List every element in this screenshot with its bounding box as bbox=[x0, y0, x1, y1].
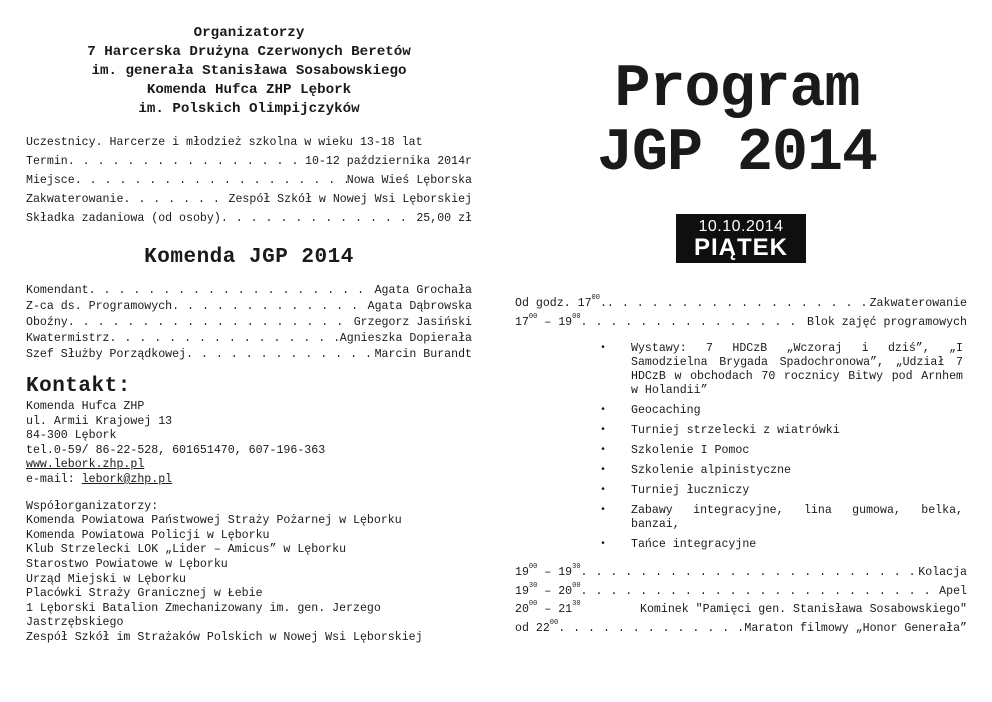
date-text: 10.10.2014 bbox=[698, 218, 784, 235]
email-link[interactable]: lebork@zhp.pl bbox=[81, 472, 173, 486]
schedule-bottom bbox=[515, 564, 967, 638]
schedule-event: Maraton filmowy „Honor Generała” bbox=[744, 621, 967, 635]
contact-line: ul. Armii Krajowej 13 bbox=[26, 414, 173, 428]
staff-row: Oboźny . . . Grzegorz Jasiński bbox=[26, 315, 472, 331]
coorganizers-title: Współorganizatorzy: bbox=[26, 499, 159, 513]
list-item: • Wystawy: 7 HDCzB „Wczoraj i dziś”, „I Samodzielna Brygada Spadochronowa”, „Udział 7 HDCzB w obchodach 70 rocznicy Bitwy pod Arnhem w Holandii” bbox=[600, 342, 963, 397]
organizer-line: im. generała Stanisława Sosabowskiego bbox=[91, 63, 407, 79]
info-row: Zakwaterowanie . . . Zespół Szkół w Nowej Wsi Lęborskiej bbox=[26, 190, 472, 209]
coorganizer-item: 1 Lęborski Batalion Zmechanizowany im. gen. Jerzego Jastrzębskiego bbox=[26, 601, 381, 630]
list-item: • Zabawy integracyjne, lina gumowa, belka, banzai, bbox=[600, 504, 963, 531]
contact-line: Komenda Hufca ZHP bbox=[26, 400, 145, 413]
bullet-icon: • bbox=[600, 405, 607, 416]
program-title-line2: JGP 2014 bbox=[596, 120, 878, 188]
list-item: • Szkolenie I Pomoc bbox=[600, 444, 750, 457]
staff-row: Szef Służby Porządkowej . . . Marcin Burandt bbox=[26, 347, 472, 363]
bullet-icon: • bbox=[600, 425, 607, 436]
activities-list bbox=[515, 342, 967, 552]
staff-title: Komenda JGP 2014 bbox=[144, 246, 354, 269]
schedule-event: Zakwaterowanie bbox=[869, 297, 967, 310]
list-item: • Turniej łuczniczy bbox=[600, 484, 750, 497]
organizer-line: Komenda Hufca ZHP Lębork bbox=[146, 82, 352, 98]
schedule-event: Blok zajęć programowych bbox=[806, 315, 967, 329]
contact-line: tel.0-59/ 86-22-528, 601651470, 607-196-363 bbox=[26, 443, 326, 457]
coorganizer-item: Klub Strzelecki LOK „Lider – Amicus” w Lęborku bbox=[26, 543, 347, 557]
date-badge bbox=[676, 214, 806, 263]
schedule-row: od $22^{00}$ . . . Maraton filmowy „Honor Generała” bbox=[515, 620, 967, 639]
schedule-event: Kolacja bbox=[918, 566, 967, 579]
schedule-row: $19^{30} - 20^{00}$ . . . Apel bbox=[515, 583, 967, 602]
organizers-block bbox=[26, 24, 472, 119]
coorganizers-block bbox=[26, 500, 472, 646]
coorganizer-item: Komenda Powiatowa Państwowej Straży Pożarnej w Lęborku bbox=[26, 514, 402, 528]
email-label: e-mail: bbox=[26, 472, 82, 486]
schedule-row: $19^{00} - 19^{30}$ . . . Kolacja bbox=[515, 564, 967, 583]
schedule-event: Apel bbox=[939, 584, 967, 598]
schedule-row: $17^{00} - 19^{00}$ . . . Blok zajęć programowych bbox=[515, 314, 967, 333]
website-link[interactable]: www.lebork.zhp.pl bbox=[26, 458, 145, 472]
staff-list bbox=[26, 283, 472, 363]
info-row: Składka zadaniowa (od osoby) . . . 25,00 zł bbox=[26, 209, 472, 228]
list-item: • Turniej strzelecki z wiatrówki bbox=[600, 424, 840, 437]
staff-row: Z-ca ds. Programowych . . . Agata Dąbrowska bbox=[26, 299, 472, 315]
program-title bbox=[507, 58, 967, 186]
contact-block bbox=[26, 400, 472, 488]
bullet-icon: • bbox=[600, 485, 607, 496]
right-page bbox=[515, 58, 967, 638]
coorganizer-item: Komenda Powiatowa Policji w Lęborku bbox=[26, 528, 270, 542]
list-item: • Geocaching bbox=[600, 404, 701, 417]
organizer-line: 7 Harcerska Drużyna Czerwonych Beretów bbox=[87, 44, 411, 60]
staff-row: Kwatermistrz . . . Agnieszka Dopierała bbox=[26, 331, 472, 347]
bullet-icon: • bbox=[600, 445, 607, 456]
day-text: PIĄTEK bbox=[693, 234, 788, 261]
list-item: • Szkolenie alpinistyczne bbox=[600, 464, 792, 477]
contact-line: 84-300 Lębork bbox=[26, 429, 117, 443]
bullet-icon: • bbox=[600, 505, 607, 516]
event-info bbox=[26, 133, 472, 228]
organizer-line: im. Polskich Olimpijczyków bbox=[138, 101, 360, 117]
schedule-top bbox=[515, 295, 967, 332]
coorganizer-item: Placówki Straży Granicznej w Łebie bbox=[26, 587, 263, 601]
bullet-icon: • bbox=[600, 465, 607, 476]
left-page bbox=[26, 24, 472, 646]
info-row: Miejsce . . . Nowa Wieś Lęborska bbox=[26, 171, 472, 190]
schedule-row: Od godz. $17^{00}$. . . . Zakwaterowanie bbox=[515, 295, 967, 314]
contact-title: Kontakt: bbox=[26, 375, 131, 398]
bullet-icon: • bbox=[600, 343, 607, 354]
coorganizer-item: Zespół Szkół im Strażaków Polskich w Nowej Wsi Lęborskiej bbox=[26, 630, 423, 644]
organizers-heading: Organizatorzy bbox=[193, 25, 305, 41]
staff-row: Komendant . . . Agata Grochała bbox=[26, 283, 472, 299]
info-row: Termin . . . 10-12 października 2014r bbox=[26, 152, 472, 171]
coorganizer-item: Starostwo Powiatowe w Lęborku bbox=[26, 557, 228, 571]
schedule-row: $20^{00} - 21^{30}$ Kominek "Pamięci gen. Stanisława Sosabowskiego" bbox=[515, 601, 967, 620]
program-title-line1: Program bbox=[614, 56, 860, 124]
bullet-icon: • bbox=[600, 539, 607, 550]
list-item: • Tańce integracyjne bbox=[600, 538, 757, 551]
schedule-event: Kominek "Pamięci gen. Stanisława Sosabowskiego" bbox=[640, 603, 967, 616]
coorganizer-item: Urząd Miejski w Lęborku bbox=[26, 572, 187, 586]
participants-line: Uczestnicy. Harcerze i młodzież szkolna w wieku 13-18 lat bbox=[26, 136, 423, 149]
